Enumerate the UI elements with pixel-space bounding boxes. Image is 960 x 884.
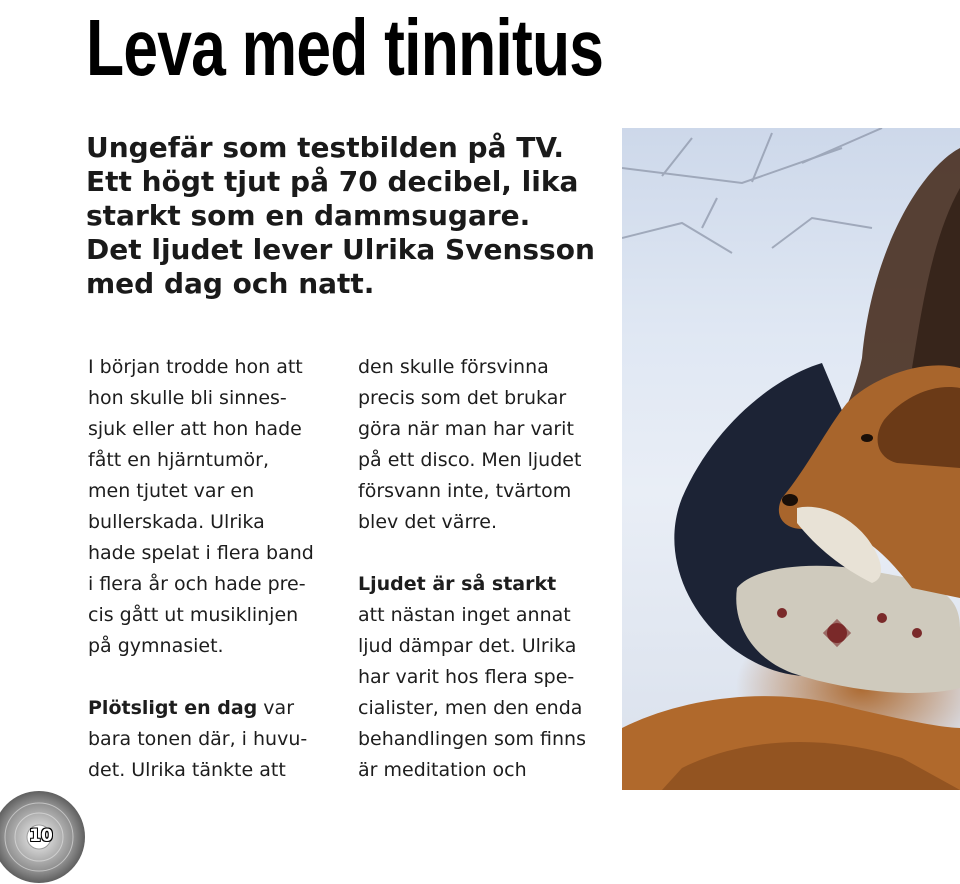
- lead-line: Ett högt tjut på 70 decibel, lika: [86, 165, 579, 198]
- body-column-1: [88, 352, 328, 786]
- body-line: I början trodde hon att: [88, 356, 303, 378]
- body-line: sjuk eller att hon hade: [88, 418, 302, 440]
- subhead-continuation: var: [257, 697, 295, 719]
- subhead: Ljudet är så starkt: [358, 573, 557, 595]
- body-line: bullerskada. Ulrika: [88, 511, 265, 533]
- body-line: men tjutet var en: [88, 480, 255, 502]
- article-title: Leva med tinnitus: [86, 3, 604, 92]
- body-line: cis gått ut musiklinjen: [88, 604, 299, 626]
- dog-eye: [861, 434, 873, 442]
- body-line: på ett disco. Men ljudet: [358, 449, 582, 471]
- subhead-line: [88, 693, 328, 724]
- body-line: den skulle försvinna: [358, 356, 549, 378]
- paragraph-gap: [88, 662, 328, 693]
- paragraph-gap: [358, 538, 608, 569]
- page-number: 10: [29, 826, 53, 846]
- dog-nose: [782, 494, 798, 506]
- body-line: är meditation och: [358, 759, 527, 781]
- article-lead: [86, 131, 606, 301]
- body-line: fått en hjärntumör,: [88, 449, 270, 471]
- subhead: Plötsligt en dag: [88, 697, 258, 719]
- body-line: på gymnasiet.: [88, 635, 224, 657]
- body-line: har varit hos flera spe-: [358, 666, 575, 688]
- body-line: göra när man har varit: [358, 418, 574, 440]
- lead-line: Ungefär som testbilden på TV.: [86, 131, 565, 164]
- body-line: hade spelat i flera band: [88, 542, 314, 564]
- body-line: försvann inte, tvärtom: [358, 480, 572, 502]
- body-column-2: [358, 352, 608, 786]
- body-line: det. Ulrika tänkte att: [88, 759, 286, 781]
- lead-line: Det ljudet lever Ulrika Svensson: [86, 233, 595, 266]
- photo-woman-with-dog-in-snow: [622, 128, 960, 790]
- body-line: i flera år och hade pre-: [88, 573, 306, 595]
- body-line: blev det värre.: [358, 511, 498, 533]
- body-line: ljud dämpar det. Ulrika: [358, 635, 577, 657]
- body-line: precis som det brukar: [358, 387, 567, 409]
- body-line: bara tonen där, i huvu-: [88, 728, 308, 750]
- body-line: hon skulle bli sinnes-: [88, 387, 287, 409]
- body-line: att nästan inget annat: [358, 604, 571, 626]
- photo-illustration: [622, 128, 960, 790]
- lead-line: starkt som en dammsugare.: [86, 199, 531, 232]
- tree-branches: [622, 128, 882, 253]
- lead-line: med dag och natt.: [86, 267, 375, 300]
- body-line: cialister, men den enda: [358, 697, 583, 719]
- body-line: behandlingen som finns: [358, 728, 586, 750]
